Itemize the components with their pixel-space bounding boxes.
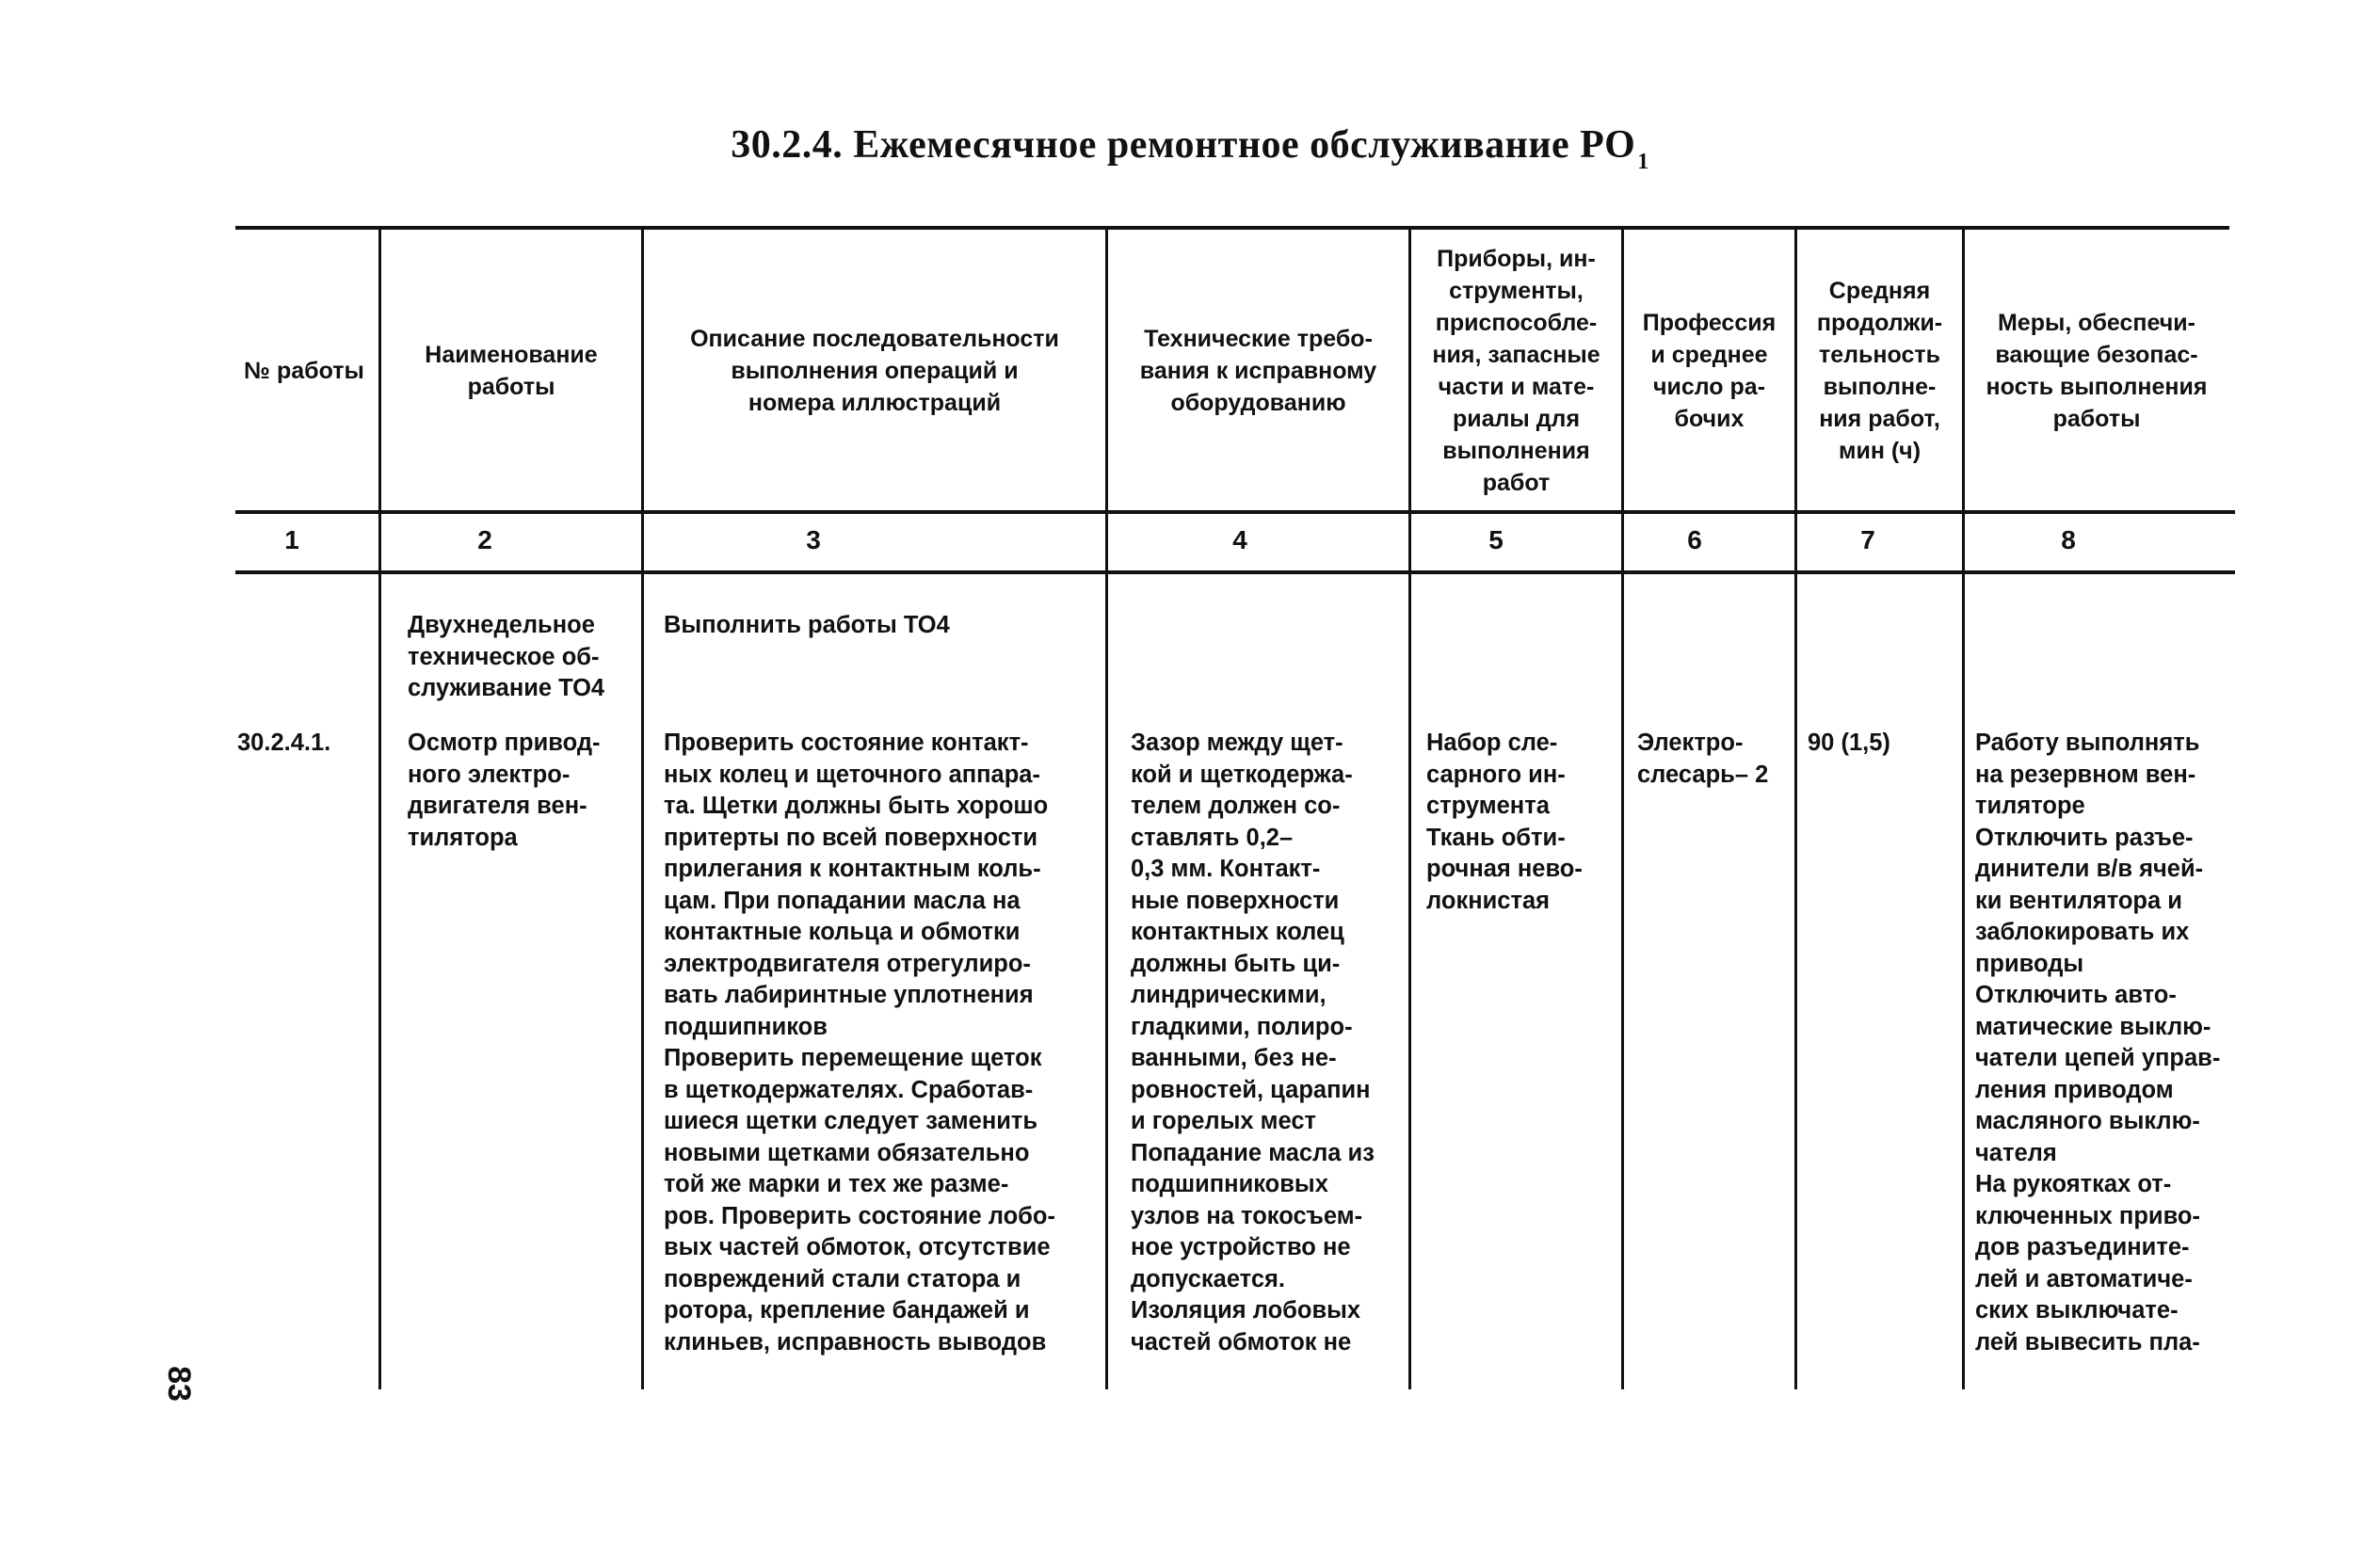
- row-2-tools: Набор сле- сарного ин- струмента Ткань обти- рочная нево- локнистая: [1426, 730, 1583, 914]
- row-1-description: Выполнить работы ТО4: [664, 612, 950, 638]
- column-number-3: 3: [806, 525, 821, 554]
- header-tools: Приборы, ин- струменты, приспособле- ния, запасные части и мате- риалы для выполнения работ: [1432, 246, 1600, 496]
- header-safety: Меры, обеспечи- вающие безопас- ность выполнения работы: [1986, 310, 2208, 432]
- table-top-rule: [235, 226, 2229, 230]
- row-2-work-name: Осмотр привод- ного электро- двигателя вен- тилятора: [408, 730, 601, 851]
- row-2-requirements: Зазор между щет- кой и щеткодержа- телем должен со- ставлять 0,2– 0,3 мм. Контакт- ные поверхности контактных колец должны быть ци- линдрическими, гладкими, полиро- ванными, без не- ровностей, царапин и горелых мест Попадание масла из подшипниковых узлов на токосъем- ное устройство не допускается. Изоляция лобовых частей обмоток не: [1131, 730, 1375, 1355]
- column-number-2: 2: [477, 525, 492, 554]
- header-duration: Средняя продолжи- тельность выполне- ния работ, мин (ч): [1816, 278, 1943, 464]
- column-number-1: 1: [284, 525, 299, 554]
- row-2-work-no: 30.2.4.1.: [237, 730, 331, 756]
- column-number-4: 4: [1232, 525, 1247, 554]
- row-2-profession: Электро- слесарь– 2: [1637, 730, 1769, 788]
- header-bottom-rule: [235, 510, 2235, 514]
- header-work-no: № работы: [244, 358, 364, 384]
- header-description: Описание последовательности выполнения операций и номера иллюстраций: [690, 326, 1059, 416]
- row-2-description: Проверить состояние контакт- ных колец и щеточного аппара- та. Щетки должны быть хорошо притерты по всей поверхности прилегания к контактным коль- цам. При попадании масла на контактные кольца и обмотки электродвигателя отрегулиро- вать лабиринтные уплотнения подшипников Проверить перемещение щеток в щеткодержателях. Сработав- шиеся щетки следует заменить новыми щетками обязательно той же марки и тех же разме- ров. Проверить состояние лобо- вых частей обмоток, отсутствие повреждений стали статора и ротора, крепление бандажей и клиньев, исправность выводов: [664, 730, 1055, 1355]
- row-2-duration: 90 (1,5): [1808, 730, 1890, 756]
- column-number-5: 5: [1488, 525, 1504, 554]
- column-number-8: 8: [2061, 525, 2076, 554]
- column-number-6: 6: [1687, 525, 1702, 554]
- title-subscript: 1: [1637, 150, 1649, 174]
- header-work-name: Наименование работы: [425, 342, 598, 400]
- column-numbers-bottom-rule: [235, 570, 2235, 574]
- title-text: 30.2.4. Ежемесячное ремонтное обслуживание РО: [731, 123, 1636, 167]
- column-number-7: 7: [1860, 525, 1875, 554]
- page-number: 83: [161, 1366, 198, 1402]
- header-requirements: Технические требо- вания к исправному оборудованию: [1139, 326, 1377, 416]
- header-profession: Профессия и среднее число ра- бочих: [1642, 310, 1777, 432]
- row-1-work-name: Двухнедельное техническое об- служивание ТО4: [408, 612, 605, 701]
- document-title: [0, 122, 2380, 175]
- row-2-safety: Работу выполнять на резервном вен- тиляторе Отключить разъе- динители в/в ячей- ки вентилятора и заблокировать их приводы Отключить авто- матические выклю- чатели цепей управ- ления приводом масляного выклю- чателя На рукоятках от- ключенных приво- дов разъедините- лей и автоматиче- ских выключате- лей вывесить пла-: [1975, 730, 2221, 1355]
